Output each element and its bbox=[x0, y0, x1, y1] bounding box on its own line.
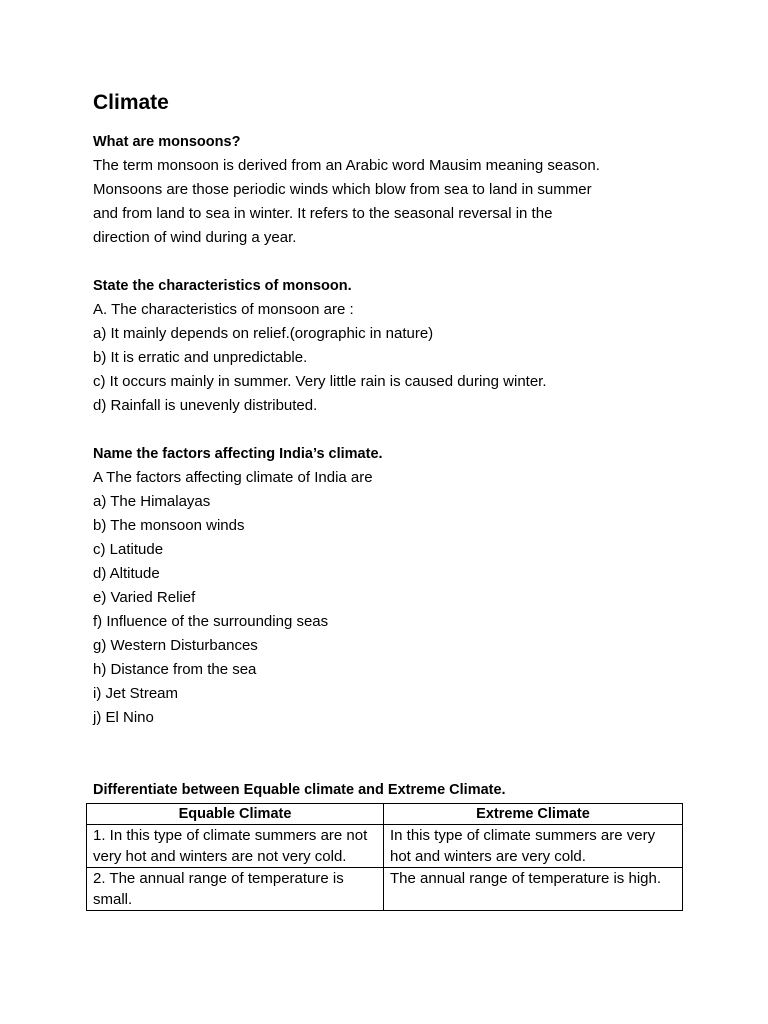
answer-line: The term monsoon is derived from an Arabic word Mausim meaning season. bbox=[93, 157, 600, 174]
list-item: c) Latitude bbox=[93, 541, 164, 558]
table-header-row bbox=[87, 804, 683, 825]
section-monsoons bbox=[93, 130, 693, 250]
list-item: a) The Himalayas bbox=[93, 493, 211, 510]
list-item: d) Altitude bbox=[93, 565, 160, 582]
list-item: i) Jet Stream bbox=[93, 685, 179, 702]
list-item: h) Distance from the sea bbox=[93, 661, 257, 678]
list-item: b) The monsoon winds bbox=[93, 517, 245, 534]
list-item: j) El Nino bbox=[93, 709, 154, 726]
question-heading: Name the factors affecting India’s climate. bbox=[93, 446, 383, 462]
question-heading: Differentiate between Equable climate and Extreme Climate. bbox=[93, 782, 506, 798]
table-cell: In this type of climate summers are very hot and winters are very cold. bbox=[384, 825, 683, 868]
answer-line: A. The characteristics of monsoon are : bbox=[93, 301, 354, 318]
list-item: e) Varied Relief bbox=[93, 589, 196, 606]
table-cell: 2. The annual range of temperature is small. bbox=[87, 868, 384, 911]
column-header: Equable Climate bbox=[87, 804, 384, 825]
section-characteristics bbox=[93, 274, 693, 418]
table-row bbox=[87, 868, 683, 911]
document-page bbox=[93, 88, 693, 754]
answer-line: Monsoons are those periodic winds which blow from sea to land in summer bbox=[93, 181, 592, 198]
answer-line: direction of wind during a year. bbox=[93, 229, 297, 246]
list-item: f) Influence of the surrounding seas bbox=[93, 613, 329, 630]
list-item: a) It mainly depends on relief.(orographic in nature) bbox=[93, 325, 434, 342]
page-title: Climate bbox=[93, 91, 169, 114]
table-cell: The annual range of temperature is high. bbox=[384, 868, 683, 911]
column-header: Extreme Climate bbox=[384, 804, 683, 825]
section-factors bbox=[93, 442, 693, 730]
answer-line: A The factors affecting climate of India are bbox=[93, 469, 373, 486]
table-cell: 1. In this type of climate summers are not very hot and winters are not very cold. bbox=[87, 825, 384, 868]
question-heading: State the characteristics of monsoon. bbox=[93, 278, 352, 294]
list-item: b) It is erratic and unpredictable. bbox=[93, 349, 308, 366]
list-item: g) Western Disturbances bbox=[93, 637, 258, 654]
list-item: d) Rainfall is unevenly distributed. bbox=[93, 397, 318, 414]
question-heading: What are monsoons? bbox=[93, 134, 241, 150]
comparison-table bbox=[86, 803, 683, 911]
list-item: c) It occurs mainly in summer. Very little rain is caused during winter. bbox=[93, 373, 547, 390]
table-row bbox=[87, 825, 683, 868]
answer-line: and from land to sea in winter. It refers to the seasonal reversal in the bbox=[93, 205, 553, 222]
